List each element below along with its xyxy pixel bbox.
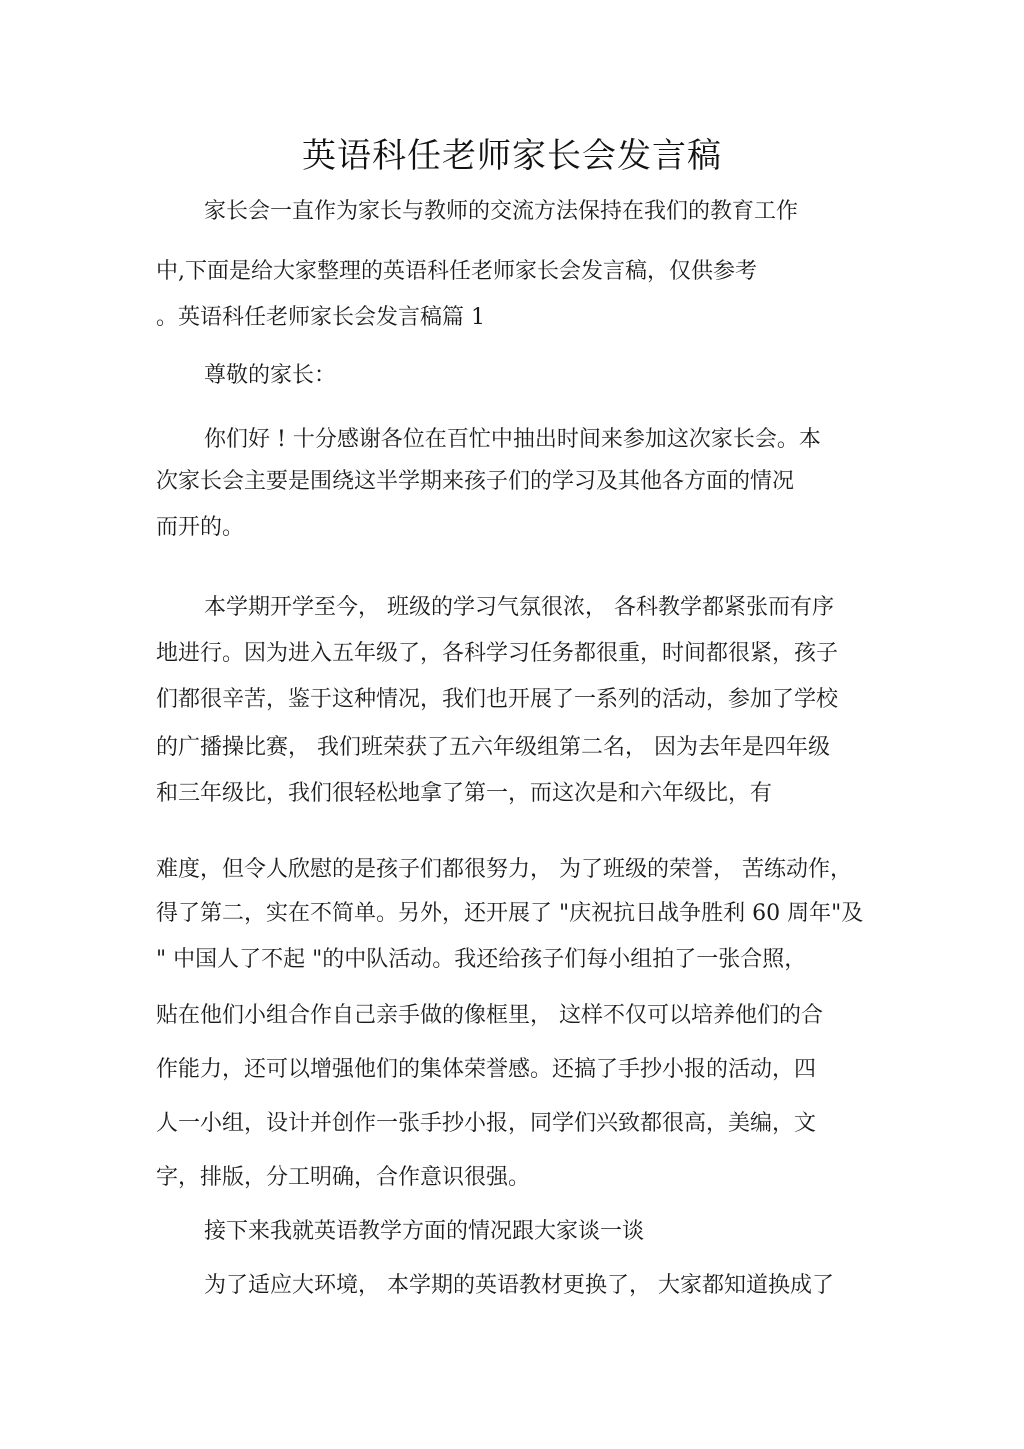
paragraph-line: 贴在他们小组合作自己亲手做的像框里， 这样不仅可以培养他们的合 bbox=[156, 1003, 823, 1028]
paragraph-line: 家长会一直作为家长与教师的交流方法保持在我们的教育工作 bbox=[204, 199, 799, 224]
paragraph-line: 。英语科任老师家长会发言稿篇 1 bbox=[156, 305, 485, 330]
paragraph-line: 中,下面是给大家整理的英语科任老师家长会发言稿，仅供参考 bbox=[156, 259, 757, 284]
paragraph-line: 地进行。因为进入五年级了，各科学习任务都很重，时间都很紧，孩子 bbox=[156, 641, 839, 666]
salutation-line: 尊敬的家长： bbox=[204, 363, 337, 388]
paragraph-line: 字，排版，分工明确，合作意识很强。 bbox=[156, 1165, 531, 1190]
paragraph-line: 次家长会主要是围绕这半学期来孩子们的学习及其他各方面的情况 bbox=[156, 469, 795, 494]
paragraph-line: 你们好 ! 十分感谢各位在百忙中抽出时间来参加这次家长会。本 bbox=[204, 427, 821, 452]
paragraph-line: 难度，但令人欣慰的是孩子们都很努力， 为了班级的荣誉， 苦练动作， bbox=[156, 857, 852, 882]
paragraph-line: 的广播操比赛， 我们班荣获了五六年级组第二名， 因为去年是四年级 bbox=[156, 735, 830, 760]
paragraph-line: 们都很辛苦，鉴于这种情况，我们也开展了一系列的活动，参加了学校 bbox=[156, 687, 839, 712]
paragraph-line: 得了第二，实在不简单。另外，还开展了 "庆祝抗日战争胜利 60 周年"及 bbox=[156, 901, 864, 926]
paragraph-line: 人一小组，设计并创作一张手抄小报，同学们兴致都很高，美编，文 bbox=[156, 1111, 817, 1136]
paragraph-line: 本学期开学至今， 班级的学习气氛很浓， 各科教学都紧张而有序 bbox=[204, 595, 834, 620]
document-title: 英语科任老师家长会发言稿 bbox=[302, 136, 722, 176]
paragraph-line: 作能力，还可以增强他们的集体荣誉感。还搞了手抄小报的活动，四 bbox=[156, 1057, 817, 1082]
paragraph-line: 和三年级比，我们很轻松地拿了第一，而这次是和六年级比，有 bbox=[156, 781, 773, 806]
paragraph-line: 接下来我就英语教学方面的情况跟大家谈一谈 bbox=[204, 1219, 645, 1244]
paragraph-line: " 中国人了不起 "的中队活动。我还给孩子们每小组拍了一张合照， bbox=[156, 947, 807, 972]
paragraph-line: 为了适应大环境， 本学期的英语教材更换了， 大家都知道换成了 bbox=[204, 1273, 834, 1298]
paragraph-line: 而开的。 bbox=[156, 515, 245, 540]
